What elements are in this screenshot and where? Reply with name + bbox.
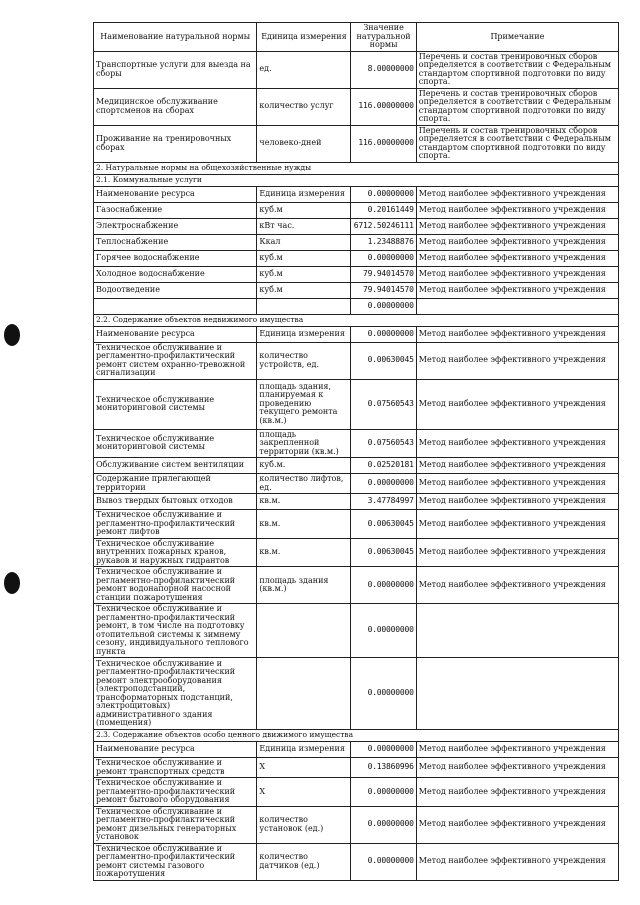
row-unit bbox=[257, 298, 351, 314]
row-name: Медицинское обслуживание спортсменов на сборах bbox=[94, 88, 257, 125]
row-value: 0.00630045 bbox=[351, 510, 416, 539]
row-name: Газоснабжение bbox=[94, 202, 257, 218]
row-unit: Единица измерения bbox=[257, 742, 351, 758]
table-row bbox=[94, 604, 619, 658]
row-name: Техническое обслуживание мониторинговой системы bbox=[94, 379, 257, 429]
header-note: Примечание bbox=[416, 23, 618, 52]
row-name: Техническое обслуживание и регламентно-профилактический ремонт дизельных генераторных установок bbox=[94, 806, 257, 843]
row-note: Метод наиболее эффективного учреждения bbox=[416, 186, 618, 202]
row-value: 116.00000000 bbox=[351, 88, 416, 125]
row-value: 0.13860996 bbox=[351, 758, 416, 778]
row-value: 0.00000000 bbox=[351, 778, 416, 807]
table-row bbox=[94, 379, 619, 429]
row-value: 0.00000000 bbox=[351, 298, 416, 314]
row-note: Метод наиболее эффективного учреждения bbox=[416, 538, 618, 567]
row-unit: куб.м bbox=[257, 282, 351, 298]
row-name: Наименование ресурса bbox=[94, 326, 257, 342]
row-note: Метод наиболее эффективного учреждения bbox=[416, 250, 618, 266]
row-note bbox=[416, 604, 618, 658]
table-row bbox=[94, 758, 619, 778]
row-value: 0.00000000 bbox=[351, 843, 416, 880]
row-note: Метод наиболее эффективного учреждения bbox=[416, 806, 618, 843]
row-note: Метод наиболее эффективного учреждения bbox=[416, 429, 618, 458]
row-unit: площадь закрепленной территории (кв.м.) bbox=[257, 429, 351, 458]
row-unit: количество устройств, ед. bbox=[257, 342, 351, 379]
row-note: Метод наиболее эффективного учреждения bbox=[416, 326, 618, 342]
row-note: Метод наиболее эффективного учреждения bbox=[416, 474, 618, 494]
row-value: 116.00000000 bbox=[351, 125, 416, 162]
row-note: Метод наиболее эффективного учреждения bbox=[416, 202, 618, 218]
header-unit: Единица измерения bbox=[257, 23, 351, 52]
row-name: Теплоснабжение bbox=[94, 234, 257, 250]
row-name: Холодное водоснабжение bbox=[94, 266, 257, 282]
table-row bbox=[94, 266, 619, 282]
row-value: 0.00000000 bbox=[351, 806, 416, 843]
row-name: Водоотведение bbox=[94, 282, 257, 298]
row-name: Техническое обслуживание и регламентно-профилактический ремонт водонапорной насосной станции пожаротушения bbox=[94, 567, 257, 604]
row-value: 0.00000000 bbox=[351, 250, 416, 266]
punch-hole bbox=[4, 324, 20, 346]
header-name: Наименование натуральной нормы bbox=[94, 23, 257, 52]
table-row bbox=[94, 282, 619, 298]
row-note: Метод наиболее эффективного учреждения bbox=[416, 567, 618, 604]
row-unit: человеко-дней bbox=[257, 125, 351, 162]
row-name: Вывоз твердых бытовых отходов bbox=[94, 494, 257, 510]
table-row bbox=[94, 88, 619, 125]
row-value: 8.00000000 bbox=[351, 51, 416, 88]
row-value: 3.47784997 bbox=[351, 494, 416, 510]
row-name: Техническое обслуживание и регламентно-профилактический ремонт системы газового пожаротушения bbox=[94, 843, 257, 880]
section-row bbox=[94, 314, 619, 326]
section-heading: 2.3. Содержание объектов особо ценного движимого имущества bbox=[94, 730, 619, 742]
row-name: Обслуживание систем вентиляции bbox=[94, 458, 257, 474]
table-row bbox=[94, 778, 619, 807]
table-row bbox=[94, 125, 619, 162]
norms-table bbox=[93, 22, 619, 881]
row-note: Перечень и состав тренировочных сборов определяется в соответствии с Федеральным стандартом спортивной подготовки по виду спорта. bbox=[416, 88, 618, 125]
row-value: 0.00000000 bbox=[351, 186, 416, 202]
punch-hole bbox=[4, 572, 20, 594]
table-row bbox=[94, 494, 619, 510]
row-name: Проживание на тренировочных сборах bbox=[94, 125, 257, 162]
row-value: 79.94014570 bbox=[351, 282, 416, 298]
table-row bbox=[94, 298, 619, 314]
section-heading: 2. Натуральные нормы на общехозяйственные нужды bbox=[94, 162, 619, 174]
table-row bbox=[94, 458, 619, 474]
row-name: Электроснабжение bbox=[94, 218, 257, 234]
row-value: 0.02520181 bbox=[351, 458, 416, 474]
table-row bbox=[94, 510, 619, 539]
row-note: Метод наиболее эффективного учреждения bbox=[416, 379, 618, 429]
row-note: Метод наиболее эффективного учреждения bbox=[416, 494, 618, 510]
row-unit: количество установок (ед.) bbox=[257, 806, 351, 843]
row-unit: ед. bbox=[257, 51, 351, 88]
section-row bbox=[94, 162, 619, 174]
table-row bbox=[94, 429, 619, 458]
section-row bbox=[94, 174, 619, 186]
table-row bbox=[94, 202, 619, 218]
row-unit: количество датчиков (ед.) bbox=[257, 843, 351, 880]
table-row bbox=[94, 843, 619, 880]
section-row bbox=[94, 730, 619, 742]
row-unit: количество лифтов, ед. bbox=[257, 474, 351, 494]
header-value: Значение натуральной нормы bbox=[351, 23, 416, 52]
row-note: Метод наиболее эффективного учреждения bbox=[416, 234, 618, 250]
row-name: Техническое обслуживание и регламентно-профилактический ремонт систем охранно-тревожной сигнализации bbox=[94, 342, 257, 379]
row-note bbox=[416, 298, 618, 314]
row-note: Метод наиболее эффективного учреждения bbox=[416, 778, 618, 807]
row-unit: площадь здания, планируемая к проведению текущего ремонта (кв.м.) bbox=[257, 379, 351, 429]
row-unit: куб.м bbox=[257, 202, 351, 218]
row-name: Техническое обслуживание и регламентно-профилактический ремонт электрооборудования (электроподстанций, трансформаторных подстанций, электрощитовых) административного здания (помещения) bbox=[94, 658, 257, 730]
row-unit: кВт час. bbox=[257, 218, 351, 234]
table-row bbox=[94, 186, 619, 202]
row-name: Техническое обслуживание и ремонт транспортных средств bbox=[94, 758, 257, 778]
row-name: Техническое обслуживание мониторинговой системы bbox=[94, 429, 257, 458]
row-value: 0.00000000 bbox=[351, 742, 416, 758]
row-value: 0.00000000 bbox=[351, 474, 416, 494]
row-unit: кв.м. bbox=[257, 494, 351, 510]
row-value: 0.07560543 bbox=[351, 429, 416, 458]
row-name: Наименование ресурса bbox=[94, 742, 257, 758]
row-value: 0.00000000 bbox=[351, 326, 416, 342]
row-value: 0.00000000 bbox=[351, 604, 416, 658]
table-row bbox=[94, 474, 619, 494]
row-unit: кв.м. bbox=[257, 510, 351, 539]
row-name: Техническое обслуживание и регламентно-профилактический ремонт лифтов bbox=[94, 510, 257, 539]
row-unit: количество услуг bbox=[257, 88, 351, 125]
table-row bbox=[94, 234, 619, 250]
row-unit: площадь здания (кв.м.) bbox=[257, 567, 351, 604]
row-unit: Х bbox=[257, 778, 351, 807]
row-unit: кв.м. bbox=[257, 538, 351, 567]
row-unit: Ккал bbox=[257, 234, 351, 250]
row-unit: куб.м bbox=[257, 266, 351, 282]
table-row bbox=[94, 538, 619, 567]
row-name: Техническое обслуживание и регламентно-профилактический ремонт, в том числе на подготовку отопительной системы к зимнему сезону, индивидуального теплового пункта bbox=[94, 604, 257, 658]
row-value: 6712.50246111 bbox=[351, 218, 416, 234]
row-note: Метод наиболее эффективного учреждения bbox=[416, 342, 618, 379]
row-name: Техническое обслуживание и регламентно-профилактический ремонт бытового оборудования bbox=[94, 778, 257, 807]
row-unit bbox=[257, 658, 351, 730]
row-value: 79.94014570 bbox=[351, 266, 416, 282]
table-row bbox=[94, 326, 619, 342]
table-row bbox=[94, 567, 619, 604]
table-header-row bbox=[94, 23, 619, 52]
row-note: Метод наиболее эффективного учреждения bbox=[416, 742, 618, 758]
table-row bbox=[94, 342, 619, 379]
row-note: Метод наиболее эффективного учреждения bbox=[416, 510, 618, 539]
row-note: Метод наиболее эффективного учреждения bbox=[416, 458, 618, 474]
row-note: Перечень и состав тренировочных сборов определяется в соответствии с Федеральным стандартом спортивной подготовки по виду спорта. bbox=[416, 51, 618, 88]
row-unit: Единица измерения bbox=[257, 186, 351, 202]
row-name: Содержание прилегающей территории bbox=[94, 474, 257, 494]
row-value: 0.07560543 bbox=[351, 379, 416, 429]
row-unit: Х bbox=[257, 758, 351, 778]
row-unit: Единица измерения bbox=[257, 326, 351, 342]
section-heading: 2.1. Коммунальные услуги bbox=[94, 174, 619, 186]
row-note: Метод наиболее эффективного учреждения bbox=[416, 843, 618, 880]
row-name: Транспортные услуги для выезда на сборы bbox=[94, 51, 257, 88]
row-value: 0.00000000 bbox=[351, 567, 416, 604]
row-name: Наименование ресурса bbox=[94, 186, 257, 202]
section-heading: 2.2. Содержание объектов недвижимого имущества bbox=[94, 314, 619, 326]
row-note bbox=[416, 658, 618, 730]
row-name bbox=[94, 298, 257, 314]
row-value: 0.00630045 bbox=[351, 538, 416, 567]
table-row bbox=[94, 806, 619, 843]
row-value: 0.00000000 bbox=[351, 658, 416, 730]
row-unit: куб.м. bbox=[257, 458, 351, 474]
table-row bbox=[94, 218, 619, 234]
row-note: Метод наиболее эффективного учреждения bbox=[416, 758, 618, 778]
table-row bbox=[94, 742, 619, 758]
table-row bbox=[94, 51, 619, 88]
row-note: Перечень и состав тренировочных сборов определяется в соответствии с Федеральным стандартом спортивной подготовки по виду спорта. bbox=[416, 125, 618, 162]
row-note: Метод наиболее эффективного учреждения bbox=[416, 218, 618, 234]
row-value: 0.00630045 bbox=[351, 342, 416, 379]
table-row bbox=[94, 658, 619, 730]
row-unit bbox=[257, 604, 351, 658]
row-note: Метод наиболее эффективного учреждения bbox=[416, 266, 618, 282]
row-note: Метод наиболее эффективного учреждения bbox=[416, 282, 618, 298]
table-row bbox=[94, 250, 619, 266]
row-value: 0.20161449 bbox=[351, 202, 416, 218]
row-name: Горячее водоснабжение bbox=[94, 250, 257, 266]
row-name: Техническое обслуживание внутренних пожарных кранов, рукавов и наружных гидрантов bbox=[94, 538, 257, 567]
row-value: 1.23488876 bbox=[351, 234, 416, 250]
row-unit: куб.м bbox=[257, 250, 351, 266]
